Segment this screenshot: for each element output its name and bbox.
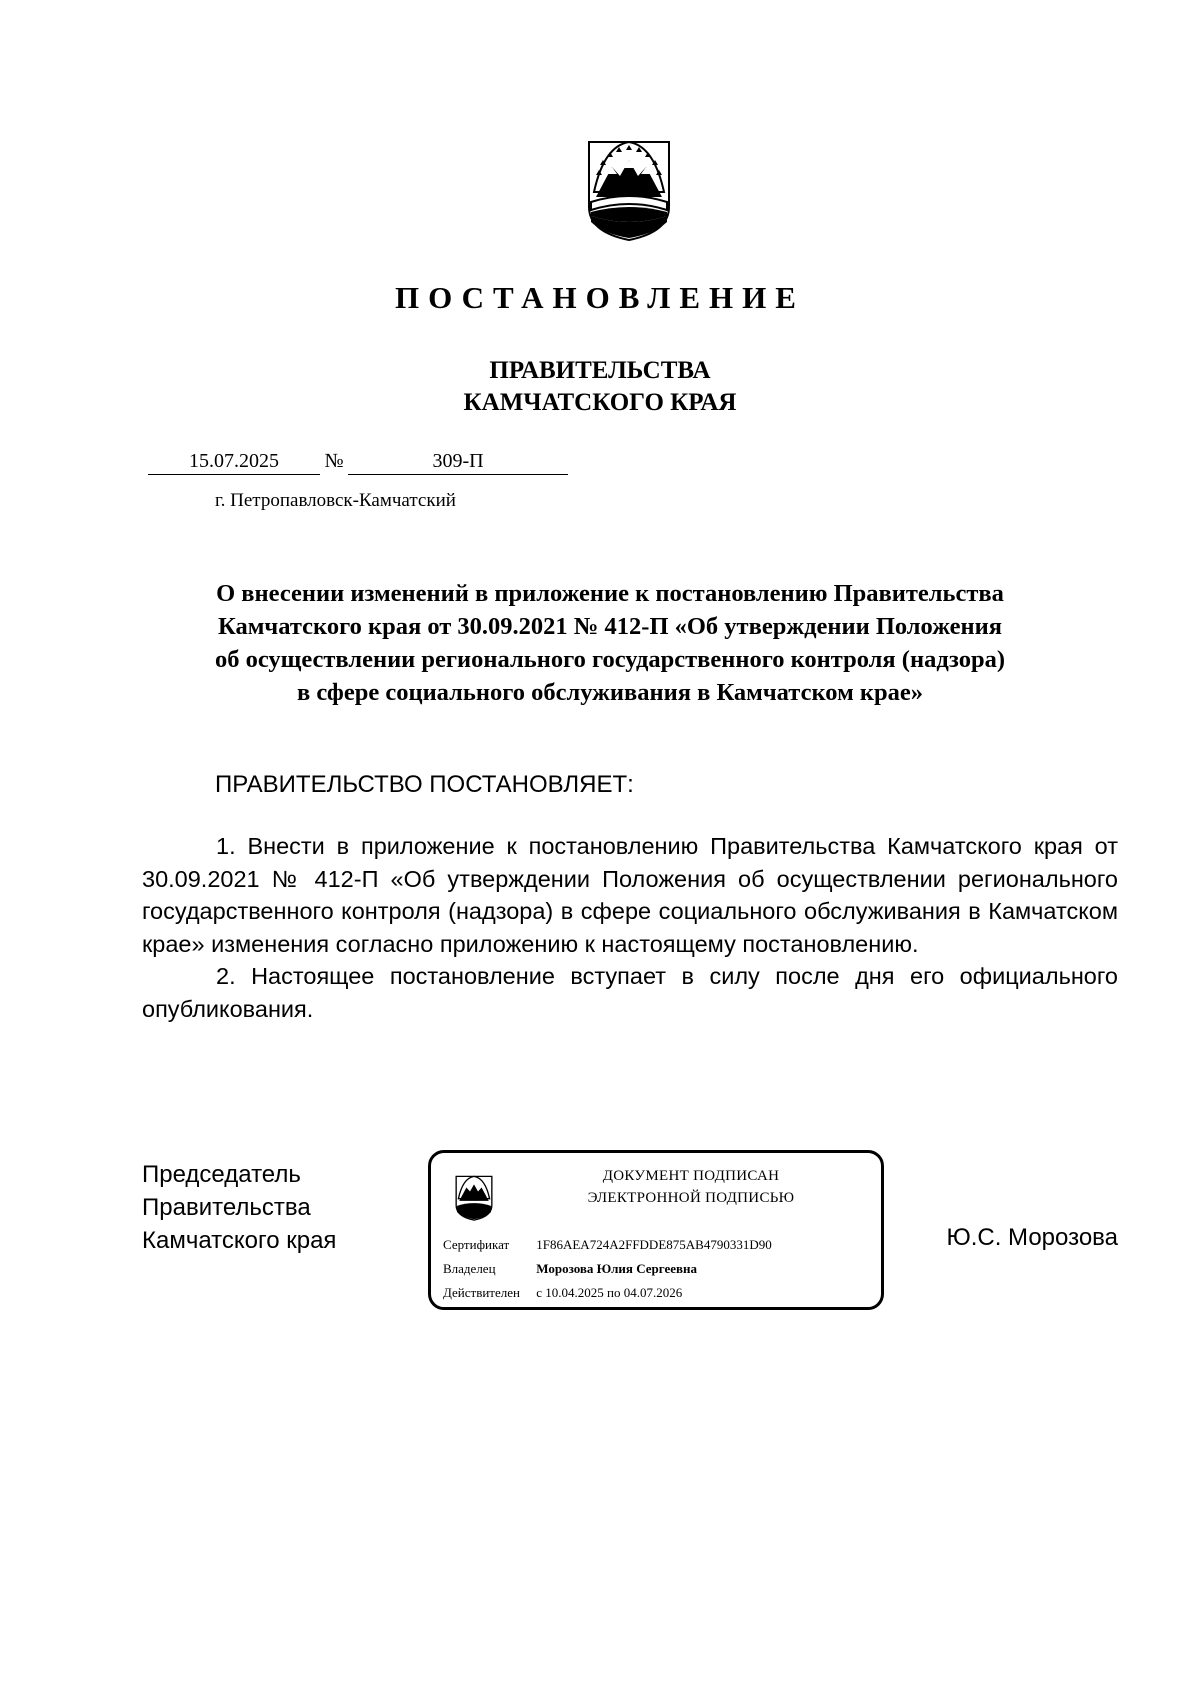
- coat-of-arms-icon: [574, 112, 684, 242]
- signer-position-line: Камчатского края: [142, 1227, 337, 1254]
- signer-name: Ю.С. Морозова: [946, 1224, 1118, 1251]
- subject-line: об осуществлении регионального государственного контроля (надзора): [214, 646, 1006, 673]
- body-paragraph: 2. Настоящее постановление вступает в силу после дня его официального опубликования.: [142, 963, 1118, 1022]
- decree-formula: ПРАВИТЕЛЬСТВО ПОСТАНОВЛЯЕТ:: [215, 771, 634, 798]
- stamp-title: [521, 1165, 861, 1209]
- registration-line: [148, 448, 568, 478]
- owner-value: Морозова Юлия Сергеевна: [536, 1261, 698, 1276]
- stamp-title-line: ДОКУМЕНТ ПОДПИСАН: [602, 1168, 780, 1184]
- validity-label: Действителен: [443, 1285, 520, 1300]
- subject-line: в сфере социального обслуживания в Камчатском крае»: [296, 679, 924, 706]
- stamp-validity-row: [443, 1285, 682, 1301]
- document-subject: [150, 577, 1070, 709]
- validity-value: с 10.04.2025 по 04.07.2026: [536, 1285, 683, 1300]
- certificate-label: Сертификат: [443, 1237, 510, 1252]
- stamp-certificate-row: [443, 1237, 772, 1253]
- document-body: [142, 830, 1118, 1025]
- place-of-issue: г. Петропавловск-Камчатский: [215, 490, 456, 511]
- stamp-owner-row: [443, 1261, 697, 1277]
- issuing-authority: [0, 355, 1200, 419]
- electronic-signature-stamp: [428, 1150, 884, 1310]
- signer-position-line: Председатель: [142, 1161, 301, 1188]
- document-type-heading: ПОСТАНОВЛЕНИЕ: [395, 280, 805, 315]
- number-sign: №: [324, 450, 344, 472]
- stamp-title-line: ЭЛЕКТРОННОЙ ПОДПИСЬЮ: [587, 1190, 795, 1206]
- document-date: 15.07.2025: [148, 448, 320, 475]
- subject-line: Камчатского края от 30.09.2021 № 412-П «Об утверждении Положения: [218, 613, 1002, 640]
- body-paragraph: 1. Внести в приложение к постановлению Правительства Камчатского края от 30.09.2021 № 412-П «Об утверждении Положения об осуществлении регионального государственного контроля (надзора) в сфере социального обслуживания в Камчатском крае» изменения согласно приложению к настоящему постановлению.: [142, 833, 1118, 957]
- signer-position: [142, 1158, 336, 1257]
- authority-line: КАМЧАТСКОГО КРАЯ: [463, 389, 737, 416]
- subject-line: О внесении изменений в приложение к постановлению Правительства: [216, 580, 1004, 607]
- document-number: 309-П: [348, 448, 568, 475]
- stamp-coat-of-arms-icon: [449, 1163, 499, 1221]
- owner-label: Владелец: [443, 1261, 496, 1276]
- certificate-value: 1F86AEA724A2FFDDE875AB4790331D90: [536, 1237, 772, 1252]
- signer-position-line: Правительства: [142, 1194, 311, 1221]
- authority-line: ПРАВИТЕЛЬСТВА: [489, 357, 711, 384]
